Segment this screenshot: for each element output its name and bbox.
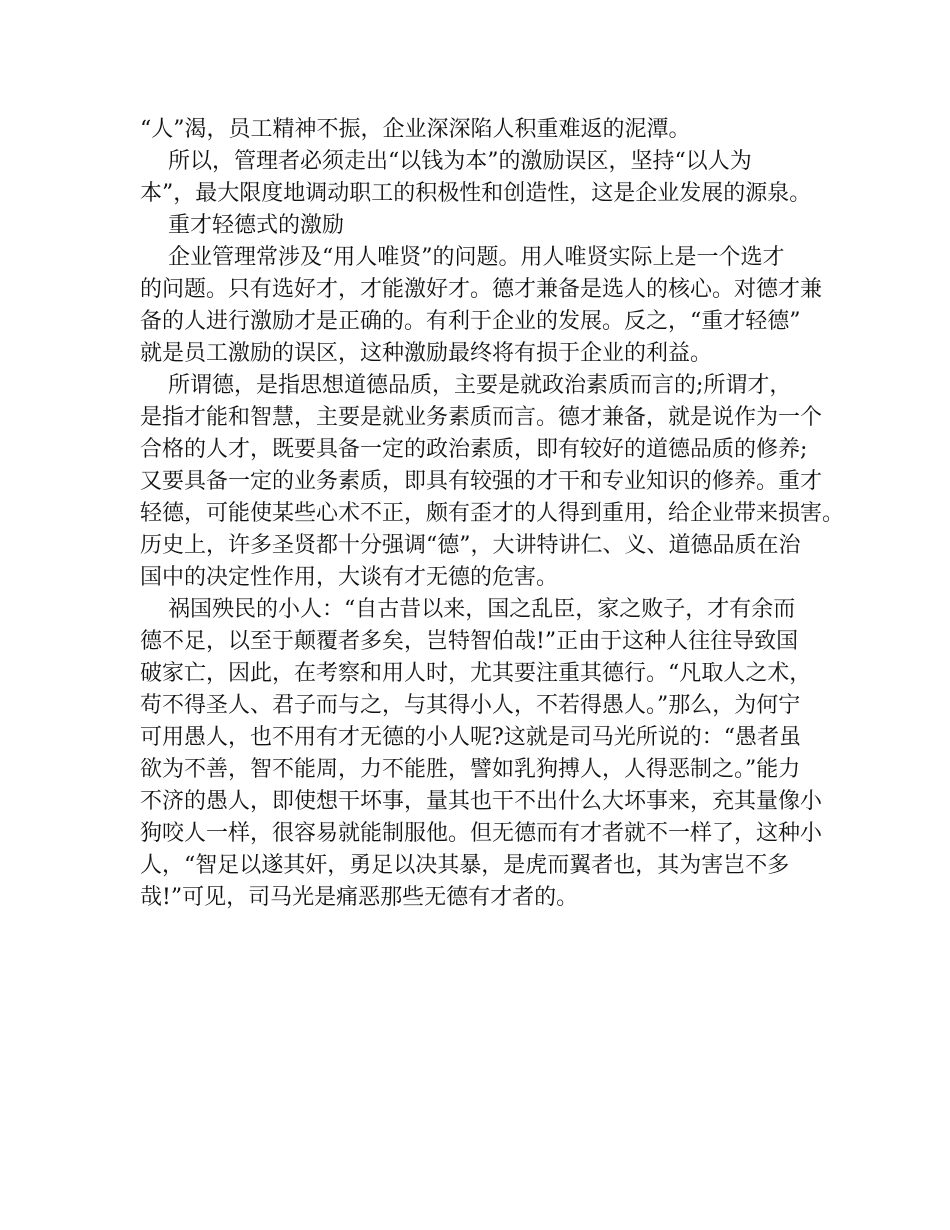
text-line: 破家亡，因此，在考察和用人时，尤其要注重其德行。“凡取人之术， <box>140 661 812 686</box>
text-line: 德不足，以至于颠覆者多矣，岂特智伯哉!”正由于这种人往往导致国 <box>140 629 799 654</box>
text-line: 本”，最大限度地调动职工的积极性和创造性，这是企业发展的源泉。 <box>140 181 812 206</box>
text-line: 历史上，许多圣贤都十分强调“德”，大讲特讲仁、义、道德品质在治 <box>140 533 801 558</box>
body-text <box>140 114 940 914</box>
text-line: 合格的人才，既要具备一定的政治素质，即有较好的道德品质的修养; <box>140 437 808 462</box>
text-line: 备的人进行激励才是正确的。有利于企业的发展。反之，“重才轻德” <box>140 309 801 334</box>
text-line: 就是员工激励的误区，这种激励最终将有损于企业的利益。 <box>140 341 713 366</box>
text-line: 苟不得圣人、君子而与之，与其得小人，不若得愚人。”那么，为何宁 <box>140 693 801 718</box>
text-line: 狗咬人一样，很容易就能制服他。但无德而有才者就不一样了，这种小 <box>140 821 823 846</box>
text-line: 又要具备一定的业务素质，即具有较强的才干和专业知识的修养。重才 <box>140 469 823 494</box>
text-line: 祸国殃民的小人：“自古昔以来，国之乱臣，家之败子，才有余而 <box>140 597 796 622</box>
text-line: 企业管理常涉及“用人唯贤”的问题。用人唯贤实际上是一个选才 <box>140 245 785 270</box>
text-line: 所以，管理者必须走出“以钱为本”的激励误区，坚持“以人为 <box>140 149 752 174</box>
section-heading: 重才轻德式的激励 <box>140 213 344 238</box>
text-line: 国中的决定性作用，大谈有才无德的危害。 <box>140 565 559 590</box>
text-line: 人，“智足以遂其奸，勇足以决其暴，是虎而翼者也，其为害岂不多 <box>140 853 790 878</box>
text-line: 的问题。只有选好才，才能激好才。德才兼备是选人的核心。对德才兼 <box>140 277 823 302</box>
text-line: 不济的愚人，即使想干坏事，量其也干不出什么大坏事来，充其量像小 <box>140 789 823 814</box>
text-line: 所谓德，是指思想道德品质，主要是就政治素质而言的;所谓才， <box>140 373 792 398</box>
text-line: “人”渴，员工精神不振，企业深深陷人积重难返的泥潭。 <box>140 117 691 142</box>
text-line: 是指才能和智慧，主要是就业务素质而言。德才兼备，就是说作为一个 <box>140 405 823 430</box>
text-line: 哉!”可见，司马光是痛恶那些无德有才者的。 <box>140 885 579 910</box>
text-line: 轻德，可能使某些心术不正，颇有歪才的人得到重用，给企业带来损害。 <box>140 501 845 526</box>
text-line: 可用愚人，也不用有才无德的小人呢?这就是司马光所说的：“愚者虽 <box>140 725 802 750</box>
text-line: 欲为不善，智不能周，力不能胜，譬如乳狗搏人，人得恶制之。”能力 <box>140 757 801 782</box>
